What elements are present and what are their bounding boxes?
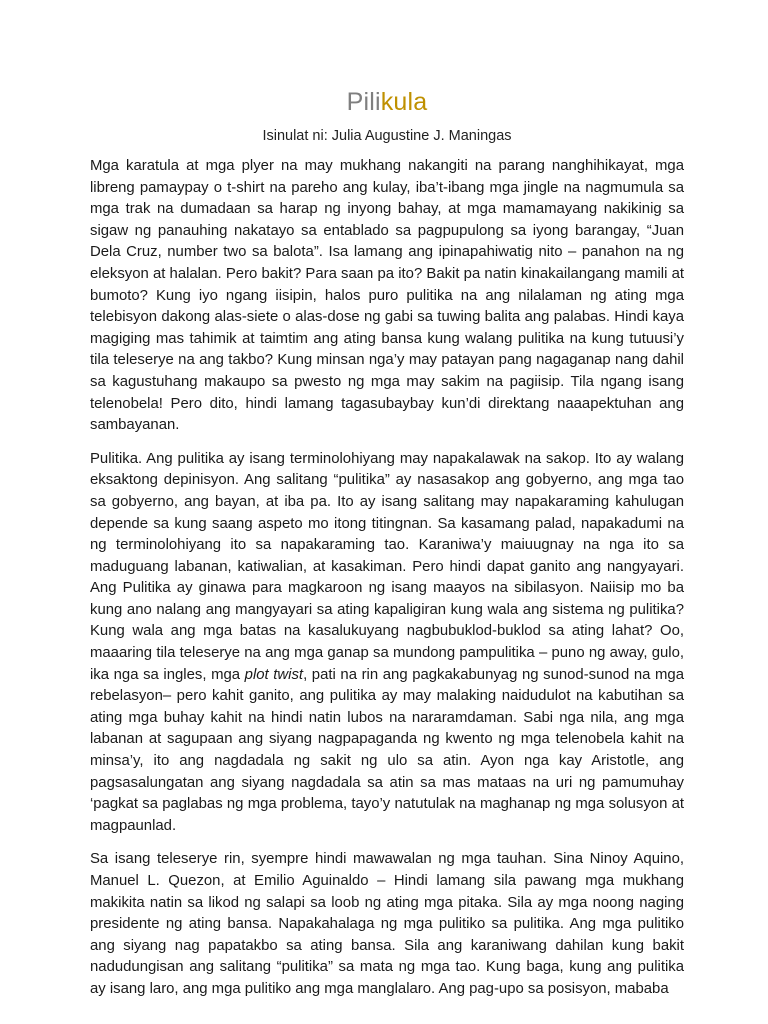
title-part-1: Pili — [346, 88, 381, 116]
paragraph-2-text-before: Pulitika. Ang pulitika ay isang terminolohiyang may napakalawak na sakop. Ito ay walang eksaktong depinisyon. Ang salitang “pulitika” ay nasasakop ang gobyerno, ang mga tao sa gobyerno, ang bayan, at iba pa. Ito ay isang salitang may napakaraming kahulugan depende sa kung saang aspeto mo itong titingnan. Sa kasamang palad, napakadumi na ng terminolohiyang ito sa napakaraming tao. Karaniwa’y maiuugnay na nga ito sa maduguang labanan, katiwalian, at kasakiman. Pero hindi dapat ganito ang nangyayari. Ang Pulitika ay ginawa para magkaroon ng isang maayos na sibilasyon. Naiisip mo ba kung ano nalang ang mangyayari sa ating kapaligiran kung wala ang sistema ng pulitika? Kung wala ang mga batas na kasalukuyang nagbubuklod-buklod sa ating lahat? Oo, maaaring tila teleserye na ang mga ganap sa mundong pampulitika – puno ng away, gulo, ika nga sa ingles, mga — [90, 450, 684, 683]
author-byline: Isinulat ni: Julia Augustine J. Maningas — [262, 128, 512, 144]
paragraph-3-text: Sa isang teleserye rin, syempre hindi mawawalan ng mga tauhan. Sina Ninoy Aquino, Manuel L. Quezon, at Emilio Aguinaldo – Hindi lamang sila pawang mga mukhang makikita natin sa likod ng salapi sa loob ng ating mga pitaka. Sila ay mga noong naging presidente ng ating bansa. Napakahalaga ng mga pulitiko sa pulitika. Ang mga pulitiko ang siyang nag papatakbo sa ating bansa. Sila ang karaniwang dahilan kung bakit nadudungisan ang salitang “pulitika” sa mata ng mga tao. Kung baga, kung ang pulitika ay isang laro, ang mga pulitiko ang mga manglalaro. Ang pag-upo sa posisyon, mababa — [90, 851, 684, 997]
paragraph-2 — [90, 449, 684, 838]
paragraph-1-text: Mga karatula at mga plyer na may mukhang nakangiti na parang nanghihikayat, mga libreng pamaypay o t-shirt na pareho ang kulay, iba’t-ibang mga jingle na nagmumula sa mga trak na dumadaan sa harap ng inyong bahay, at mga mamamayang nakikinig sa sigaw ng panauhing nakatayo sa entablado sa pagpupulong sa iyong barangay, “Juan Dela Cruz, number two sa balota”. Isa lamang ang ipinapahiwatig nito – panahon na ng eleksyon at halalan. Pero bakit? Para saan pa ito? Bakit pa natin kinakailangang mamili at bumoto? Kung iyo ngang iisipin, halos puro pulitika na ang nilalaman ng ating mga telebisyon dakong alas-siete o alas-dose ng gabi sa tuwing balita ang palabas. Hindi kaya magiging mas tahimik at taimtim ang ating bansa kung walang pulitika na kung tutuusi’y tila teleserye na ang takbo? Kung minsan nga’y may patayan pang nagaganap nang dahil sa kagustuhang makaupo sa pwesto ng mga may sakim na pagiisip. Tila ngang isang telenobela! Pero dito, hindi lamang tagasubaybay kun’di direktang naaapektuhan ang sambayanan. — [90, 158, 684, 434]
paragraph-2-emphasis: plot twist — [244, 666, 304, 683]
paragraph-2-text-after: , pati na rin ang pagkakabunyag ng sunod-sunod na mga rebelasyon– pero kahit ganito, ang pulitika ay may malaking naidudulot na kabutihan sa ating mga buhay kahit na hindi natin lubos na nararamdaman. Sabi nga nila, ang mga labanan at sagupaan ang siyang nagpapaganda ng kwento ng mga telenobela kahit na minsa’y, ito ang nagdadala ng sakit ng ulo sa atin. Ayon nga kay Aristotle, ang pagsasalungatan ang siyang nagdadala sa atin sa mas mataas na uri ng pamumuhay ‘pagkat sa paglabas ng mga problema, tayo’y natutulak na maghanap ng mga solusyon at magpaunlad. — [90, 666, 684, 834]
title-part-2: kula — [380, 88, 428, 116]
paragraph-1 — [90, 156, 684, 437]
paragraph-3 — [90, 849, 684, 1000]
document-title — [90, 88, 684, 117]
